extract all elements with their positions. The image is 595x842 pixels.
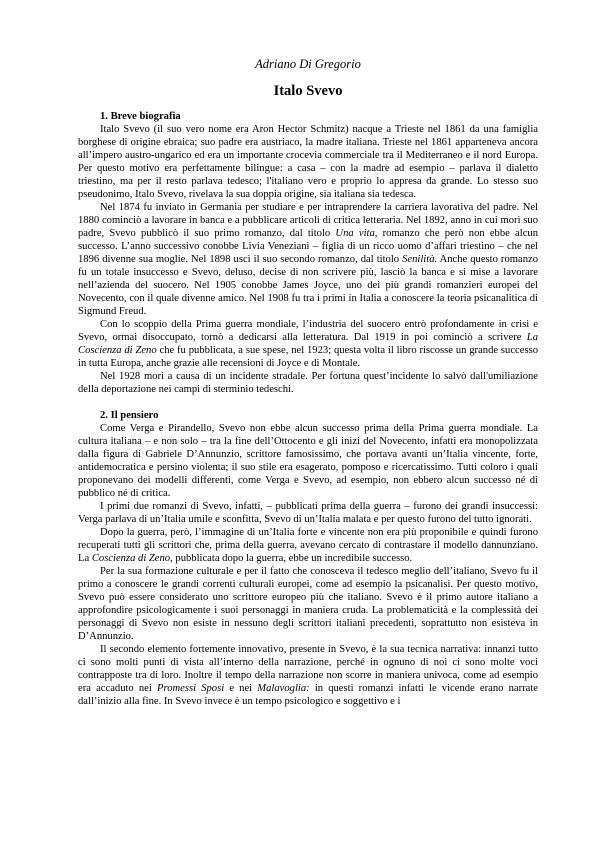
paragraph-text: Nel 1928 morì a causa di un incidente stradale. Per fortuna quest’incidente lo salvò dall'umiliazione della deportazione nei campi di sterminio tedeschi. (78, 371, 538, 395)
paragraph-text: Come Verga e Pirandello, Svevo non ebbe alcun successo prima della Prima guerra mondiale. La cultura italiana – e non solo – tra la fine dell’Ottocento e gli inizi del Novecento, infatti era monopolizzata dalla figura di Gabriele D’Annunzio, scrittore famosissimo, che portava avanti un’Italia vincente, forte, antidemocratica e persino violenta; il suo stile era esagerato, pomposo e ricercatissimo. Tutti coloro i quali proponevano dei modelli differenti, come Verga e Svevo, ad esempio, non ebbero alcun successo né di pubblico né di critica. (78, 423, 538, 499)
paragraph-text: Il secondo elemento fortemente innovativo, presente in Svevo, è la sua tecnica narrativa: innanzi tutto ci sono molti punti di vista all’interno della narrazione, perché in ognuno di noi ci sono molte voci contrapposte tra di loro. Inoltre il tempo della narrazione non scorre in maniera univoca, come ad esempio era accaduto nei (78, 644, 538, 694)
paragraph-text: I primi due romanzi di Svevo, infatti, – pubblicati prima della guerra – furono dei grandi insuccessi: Verga parlava di un’Italia umile e sconfitta, Svevo di un’Italia malata e per questo furono del tutto ignorati. (78, 501, 538, 525)
italic-title-text: Coscienza di Zeno (91, 553, 171, 564)
paragraph-text: e nei (224, 683, 258, 694)
paragraph (78, 526, 538, 565)
paragraph-text: , pubblicata dopo la guerra, ebbe un incredibile successo. (170, 553, 413, 564)
paragraph (78, 643, 538, 708)
italic-title-text: Promessi Sposi (157, 683, 225, 694)
section-heading: 1. Breve biografia (100, 111, 181, 122)
paragraph (78, 318, 538, 370)
paragraph (78, 123, 538, 201)
italic-title-text: La Coscienza di Zeno (78, 332, 538, 356)
paragraph-text: Italo Svevo (il suo vero nome era Aron Hector Schmitz) nacque a Trieste nel 1861 da una famiglia borghese di origine ebraica; suo padre era austriaco, la madre italiana. Trieste nel 1861 apparteneva ancora all’impero austro-ungarico ed era un importante crocevia commerciale tra il Mediterraneo e il nord Europa. Per questo motivo era perfettamente bilingue: a casa – con la madre ad esempio – parlava il dialetto triestino, ma per il resto parlava tedesco; l'italiano vero e proprio lo appresa da grande. Lo stesso suo pseudonimo, Italo Svevo, rivelava la sua doppia origine, sia italiana sia tedesca. (78, 124, 538, 200)
paragraph (78, 370, 538, 396)
paragraph-text: Con lo scoppio della Prima guerra mondiale, l’industria del suocero entrò profondamente in crisi e Svevo, ormai disoccupato, tornò a dedicarsi alla letteratura. Dal 1919 in poi cominciò a scrivere (78, 319, 538, 343)
italic-title-text: Una vita (335, 228, 375, 239)
paragraph (78, 422, 538, 500)
paragraph-text: Nel 1874 fu inviato in Germania per studiare e per intraprendere la carriera lavorativa del padre. Nel 1880 cominciò a lavorare in banca e a pubblicare articoli di critica letteraria. Nel 1892, anno in cui morì suo padre, Svevo pubblicò il suo primo romanzo, dal titolo (78, 202, 538, 239)
document-page (78, 56, 538, 708)
author-name: Adriano Di Gregorio (255, 57, 361, 71)
paragraph-text: Dopo la guerra, però, l’immagine di un’Italia forte e vincente non era più proponibile e quindi furono recuperati tutti gli scrittori che, prima della guerra, avevano cercato di contrastare il modello dannunziano. La (78, 527, 538, 564)
document-title: Italo Svevo (273, 83, 343, 99)
paragraph-text: in questi romanzi infatti le vicende erano narrate dall’inizio alla fine. In Svevo invece è un tempo psicologico e soggettivo e i (78, 683, 538, 707)
document-body (78, 110, 538, 708)
paragraph-text: , romanzo che però non ebbe alcun successo. L’anno successivo conobbe Livia Veneziani – figlia di un ricco uomo d’affari triestino – che nel 1896 divenne sua moglie. Nel 1898 uscì il suo secondo romanzo, dal titolo (78, 228, 538, 265)
section-heading: 2. Il pensiero (100, 410, 159, 421)
paragraph-text: che fu pubblicata, a sue spese, nel 1923; questa volta il libro riscosse un grande successo in tutta Europa, anche grazie alle recensioni di Joyce e di Montale. (78, 345, 538, 369)
paragraph (78, 565, 538, 643)
paragraph (78, 500, 538, 526)
italic-title-text: Senilità. (402, 254, 438, 265)
paragraph-text: Anche questo romanzo fu un totale insuccesso e Svevo, deluso, decise di non scrivere più, lasciò la banca e si mise a lavorare nell’azienda del suocero. Nel 1905 conobbe James Joyce, uno dei più grandi romanzieri europei del Novecento, con il quale divenne amico. Nel 1908 fu tra i primi in Italia a conoscere la teoria psicanalitica di Sigmund Freud. (78, 254, 538, 317)
paragraph (78, 201, 538, 318)
italic-title-text: Malavoglia: (257, 683, 310, 694)
paragraph-text: Per la sua formazione culturale e per il fatto che conosceva il tedesco meglio dell’italiano, Svevo fu il primo a conoscere le grandi correnti culturali europei, come ad esempio la psicanalisi. Per questo motivo, Svevo può essere considerato uno scrittore europeo più che italiano. Svevo è il primo autore italiano a approfondire psicologicamente i suoi personaggi in maniera cruda. La problematicità e la complessità dei personaggi di Svevo non esiste in nessuno degli scrittori italiani precedenti, soprattutto non esisteva in D’Annunzio. (78, 566, 538, 642)
